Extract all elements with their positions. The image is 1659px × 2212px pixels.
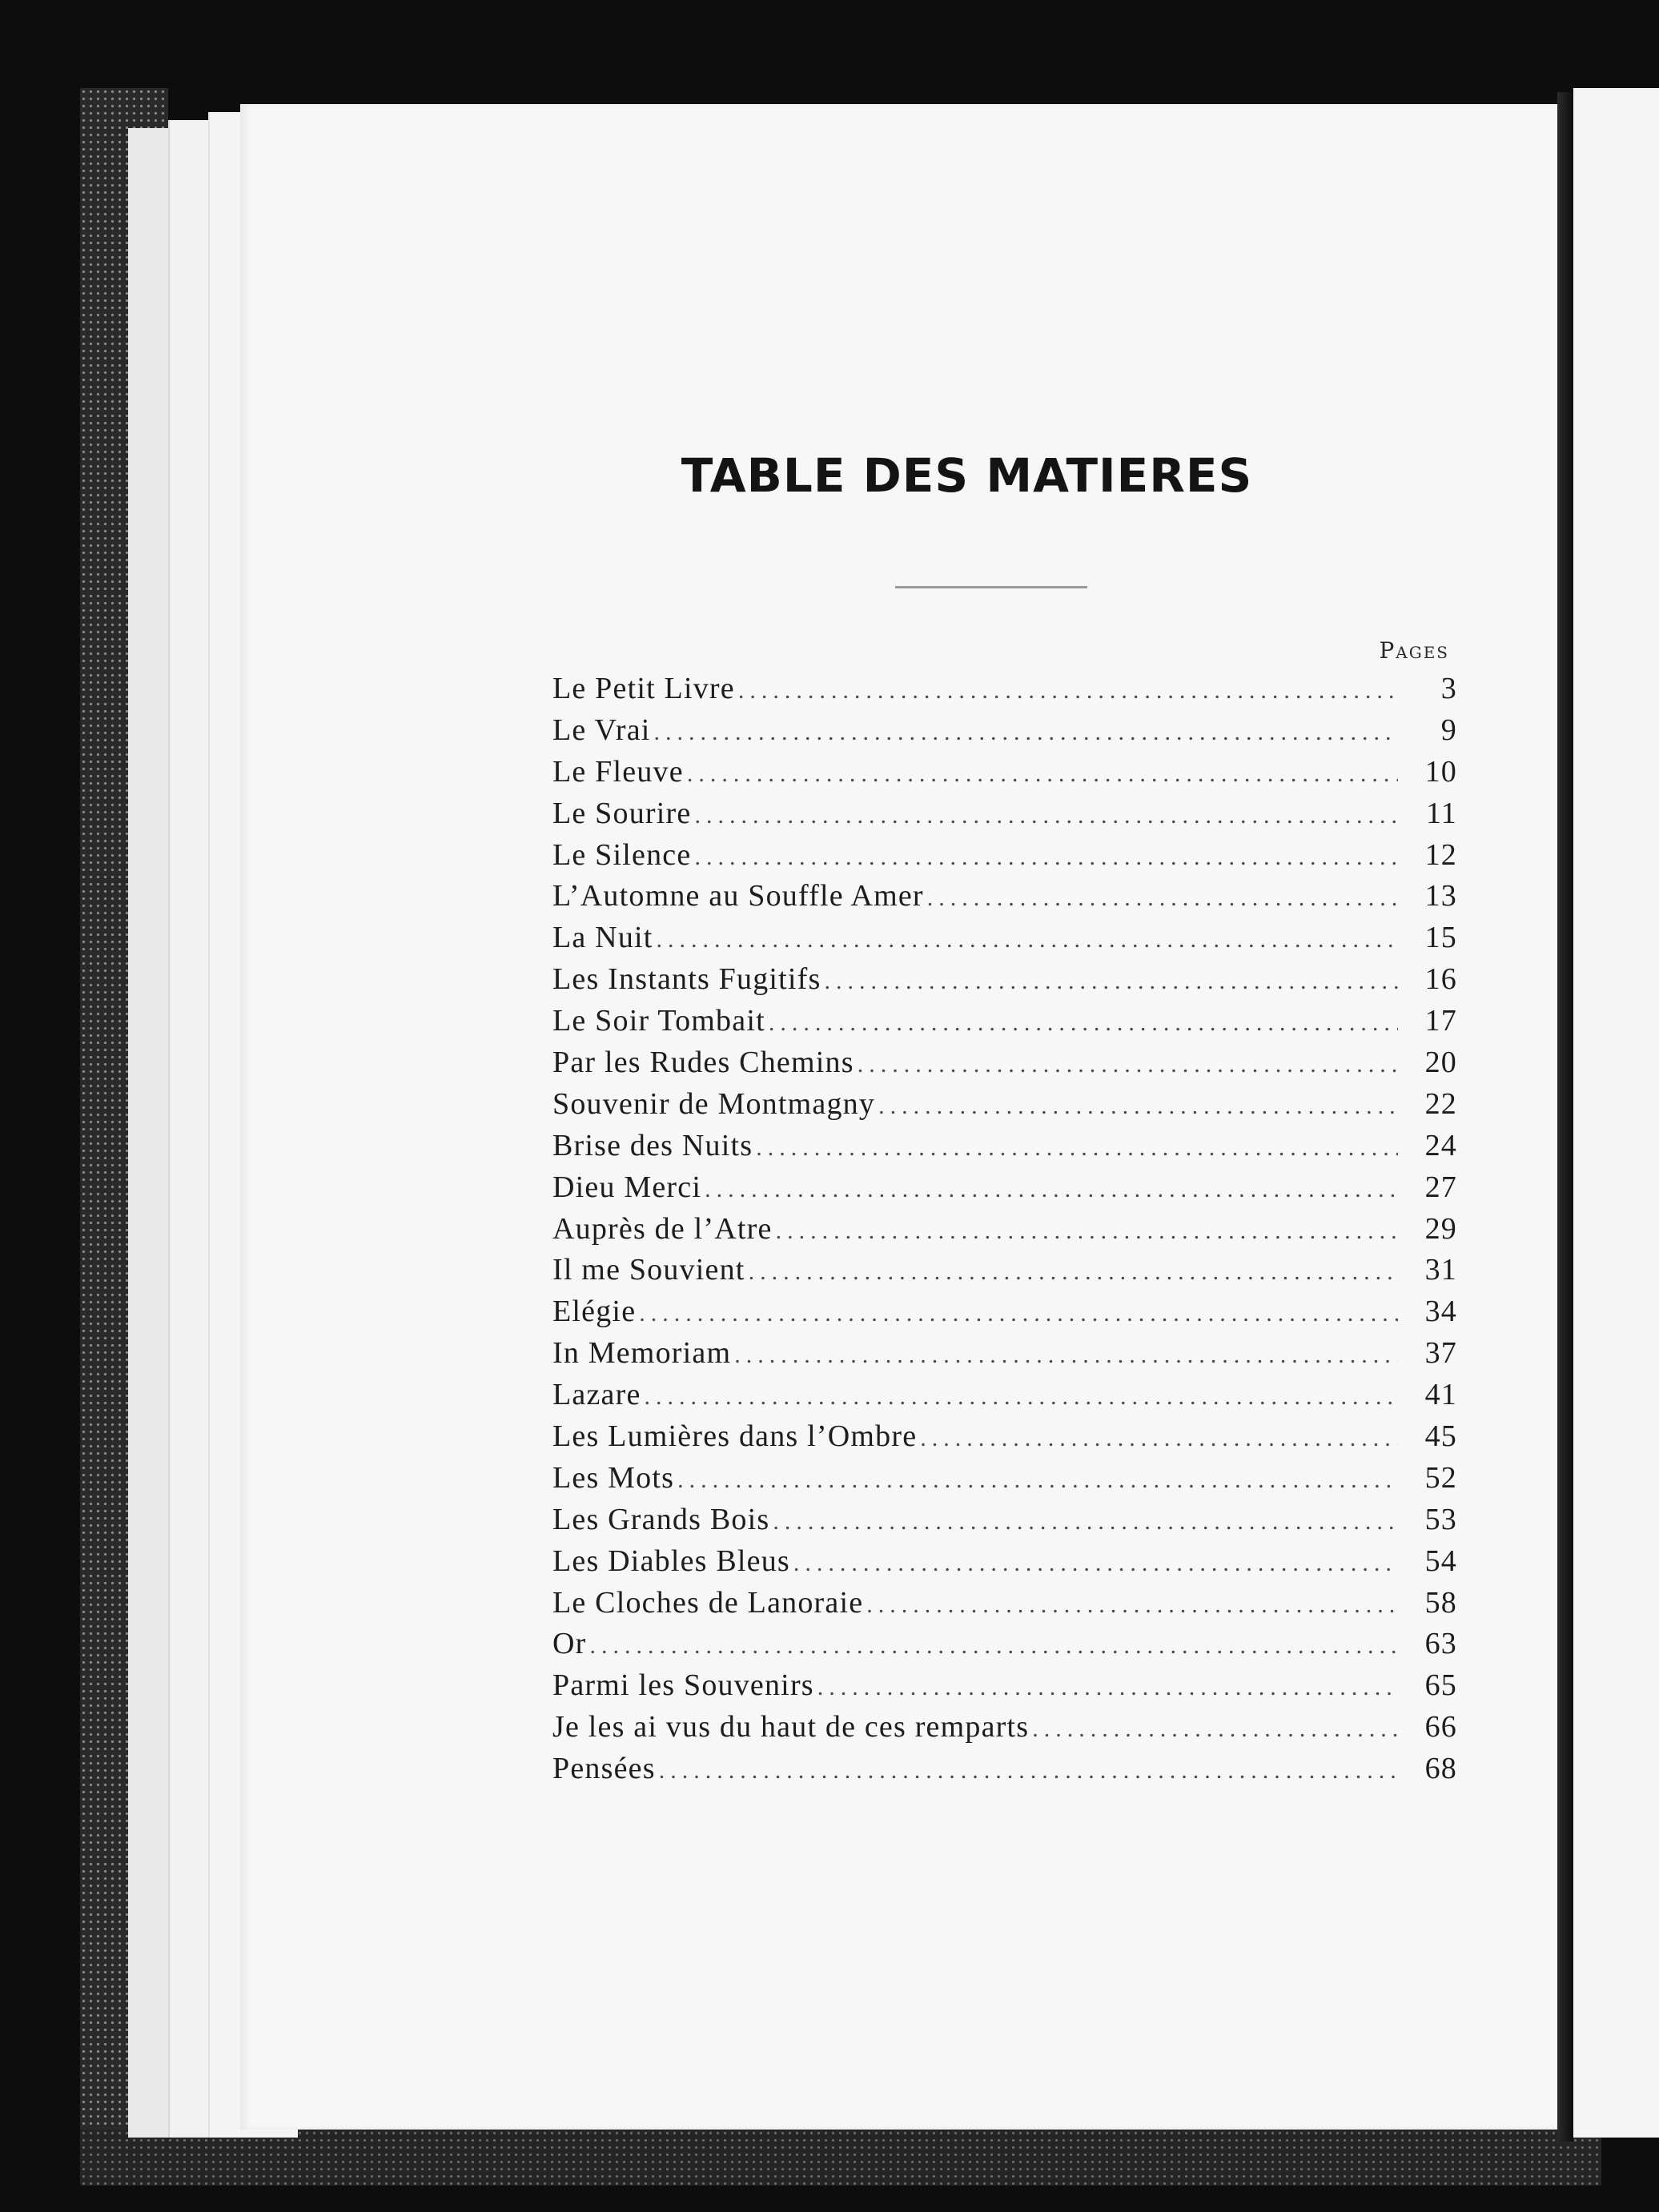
dot-leader (776, 1218, 1398, 1245)
toc-entry-title: Dieu Merci (552, 1170, 702, 1204)
toc-entry-title: Les Grands Bois (552, 1502, 770, 1536)
toc-entry-page-number: 66 (1424, 1710, 1457, 1744)
toc-entry-page-number: 58 (1424, 1585, 1457, 1620)
table-of-contents (552, 671, 1457, 1792)
dot-leader (677, 1467, 1398, 1494)
dot-leader (657, 926, 1398, 953)
dot-leader (769, 1010, 1398, 1037)
toc-entry-title: Parmi les Souvenirs (552, 1668, 814, 1703)
toc-entry (552, 1751, 1457, 1792)
toc-entry-title: Le Vrai (552, 713, 651, 747)
toc-entry-page-number: 52 (1424, 1460, 1457, 1495)
toc-entry (552, 1045, 1457, 1086)
toc-entry-page-number: 63 (1424, 1627, 1457, 1661)
dot-leader (858, 1051, 1398, 1078)
dot-leader (738, 677, 1398, 705)
dot-leader (705, 1176, 1398, 1203)
toc-entry-page-number: 29 (1424, 1211, 1457, 1246)
toc-entry (552, 1626, 1457, 1668)
toc-entry (552, 961, 1457, 1003)
dot-leader (920, 1425, 1398, 1452)
dot-leader (817, 1674, 1398, 1701)
dot-leader (878, 1093, 1398, 1120)
toc-entry-title: Le Soir Tombait (552, 1004, 765, 1038)
dot-leader (866, 1592, 1398, 1619)
dot-leader (749, 1259, 1398, 1286)
dot-leader (734, 1342, 1398, 1369)
toc-entry (552, 1460, 1457, 1502)
toc-entry (552, 1335, 1457, 1377)
book-gutter (1557, 92, 1573, 2142)
dot-leader (1032, 1716, 1398, 1743)
toc-entry-title: Les Mots (552, 1460, 675, 1495)
toc-entry-title: Brise des Nuits (552, 1128, 753, 1162)
toc-entry (552, 1086, 1457, 1128)
dot-leader (590, 1632, 1399, 1660)
toc-entry-title: Les Lumières dans l’Ombre (552, 1419, 918, 1454)
dot-leader (659, 1757, 1398, 1784)
toc-entry (552, 1252, 1457, 1294)
toc-entry-page-number: 41 (1424, 1378, 1457, 1412)
toc-entry-title: Or (552, 1627, 587, 1661)
toc-entry (552, 1377, 1457, 1419)
dot-leader (756, 1134, 1398, 1162)
toc-entry (552, 1170, 1457, 1211)
toc-entry (552, 878, 1457, 920)
toc-entry-title: L’Automne au Souffle Amer (552, 879, 924, 913)
toc-entry-page-number: 9 (1440, 713, 1457, 747)
toc-entry-title: Je les ai vus du haut de ces remparts (552, 1710, 1030, 1744)
toc-entry-page-number: 65 (1424, 1668, 1457, 1703)
toc-entry-title: Le Silence (552, 837, 692, 872)
toc-entry (552, 1709, 1457, 1751)
toc-entry-page-number: 10 (1424, 754, 1457, 789)
dot-leader (639, 1300, 1398, 1327)
dot-leader (654, 719, 1398, 746)
dot-leader (793, 1550, 1398, 1577)
toc-entry-page-number: 20 (1424, 1046, 1457, 1080)
toc-entry (552, 1419, 1457, 1460)
toc-entry (552, 920, 1457, 961)
toc-entry (552, 754, 1457, 796)
page-title: TABLE DES MATIERES (681, 448, 1253, 503)
toc-entry-page-number: 27 (1424, 1170, 1457, 1204)
toc-entry-page-number: 24 (1424, 1128, 1457, 1162)
toc-entry (552, 1128, 1457, 1170)
toc-entry-title: Le Sourire (552, 796, 692, 830)
toc-entry-page-number: 68 (1424, 1752, 1457, 1786)
toc-entry-title: In Memoriam (552, 1336, 732, 1371)
pages-column-header: Pages (1379, 637, 1449, 664)
toc-entry-title: Par les Rudes Chemins (552, 1046, 854, 1080)
dot-leader (825, 968, 1398, 995)
toc-entry (552, 713, 1457, 754)
toc-entry-title: Elégie (552, 1295, 637, 1329)
toc-entry-page-number: 45 (1424, 1419, 1457, 1454)
book-cover-bottom-edge (80, 2130, 1601, 2186)
toc-entry (552, 1585, 1457, 1627)
toc-entry (552, 1668, 1457, 1709)
toc-entry-page-number: 54 (1424, 1544, 1457, 1578)
toc-entry-title: Auprès de l’Atre (552, 1211, 773, 1246)
dot-leader (694, 802, 1398, 829)
toc-entry-page-number: 37 (1424, 1336, 1457, 1371)
toc-entry (552, 1003, 1457, 1045)
facing-page-edge (1573, 88, 1659, 2138)
toc-entry-page-number: 12 (1424, 837, 1457, 872)
toc-entry-title: Il me Souvient (552, 1253, 745, 1287)
toc-entry-page-number: 17 (1424, 1004, 1457, 1038)
toc-entry (552, 796, 1457, 837)
toc-entry-title: Les Instants Fugitifs (552, 962, 821, 997)
toc-entry-title: Les Diables Bleus (552, 1544, 790, 1578)
toc-entry-title: Le Cloches de Lanoraie (552, 1585, 864, 1620)
toc-entry-page-number: 3 (1440, 672, 1457, 705)
dot-leader (927, 885, 1398, 912)
dot-leader (694, 844, 1398, 871)
toc-entry-title: Lazare (552, 1378, 641, 1412)
toc-entry (552, 671, 1457, 713)
toc-entry-page-number: 16 (1424, 962, 1457, 997)
toc-entry-title: Pensées (552, 1752, 656, 1786)
toc-entry (552, 1211, 1457, 1253)
toc-entry (552, 1502, 1457, 1544)
dot-leader (773, 1508, 1398, 1536)
toc-entry (552, 1294, 1457, 1335)
toc-entry-title: Souvenir de Montmagny (552, 1086, 876, 1121)
toc-entry-page-number: 13 (1424, 879, 1457, 913)
toc-entry-page-number: 34 (1424, 1295, 1457, 1329)
toc-entry-page-number: 11 (1426, 796, 1457, 830)
dot-leader (645, 1383, 1398, 1411)
dot-leader (687, 761, 1398, 788)
toc-entry-page-number: 31 (1424, 1253, 1457, 1287)
toc-entry-title: La Nuit (552, 921, 653, 955)
title-divider (895, 586, 1087, 588)
toc-entry-page-number: 53 (1424, 1502, 1457, 1536)
toc-entry-page-number: 22 (1424, 1086, 1457, 1121)
toc-entry (552, 1544, 1457, 1585)
toc-entry-page-number: 15 (1424, 921, 1457, 955)
toc-entry (552, 837, 1457, 879)
toc-entry-title: Le Fleuve (552, 754, 684, 789)
toc-entry-title: Le Petit Livre (552, 672, 735, 705)
